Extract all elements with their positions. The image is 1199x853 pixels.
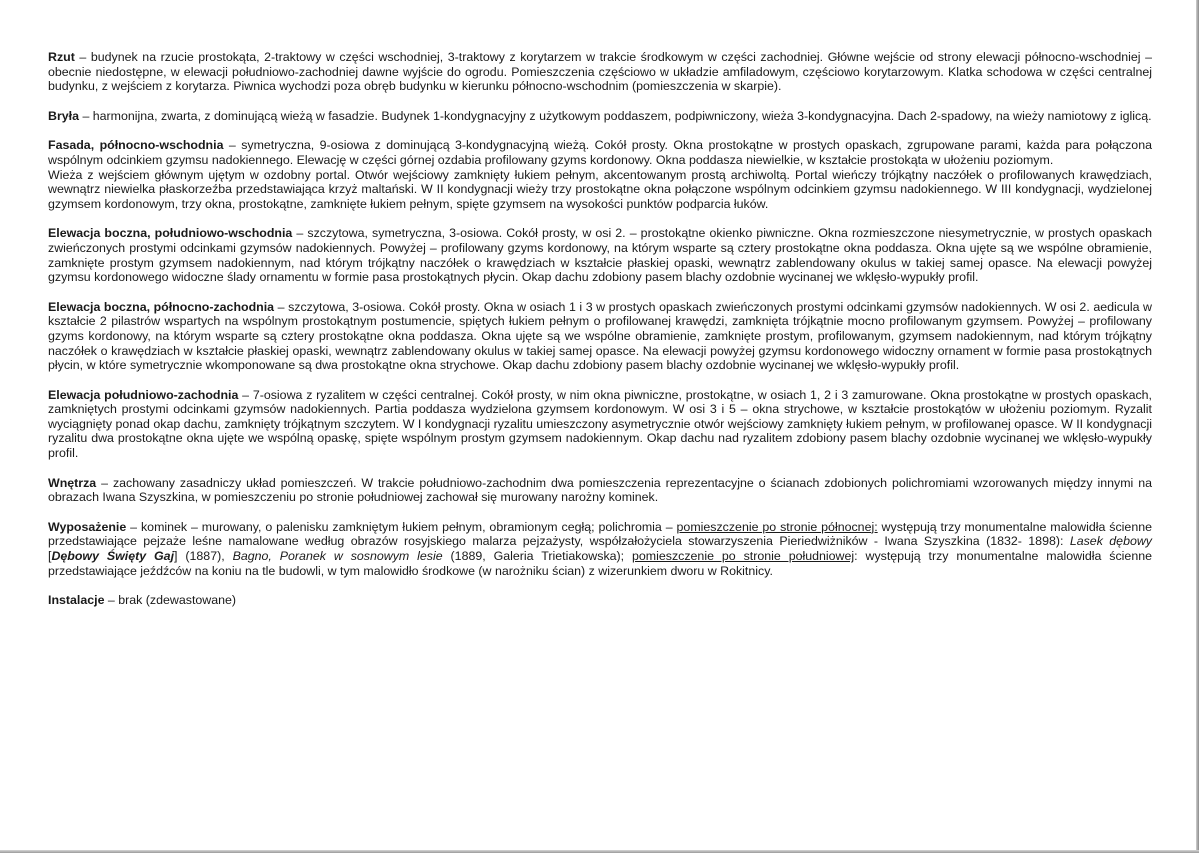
section-elewacja-pd-wsch [48, 226, 1152, 284]
text-wyposazenie-1: – kominek – murowany, o palenisku zamkniętym łukiem pełnym, obramionym cegłą; polichromia – [126, 519, 677, 534]
paragraph-instalacje [48, 593, 1152, 608]
paragraph-elewacja-pd-wsch [48, 226, 1152, 284]
text-elewacja-pd-zach: – 7-osiowa z ryzalitem w części centralnej. Cokół prosty, w nim okna piwniczne, prostokątne, w osiach 1, 2 i 3 zamurowane. Okna prostokątne w prostych opaskach, zamkniętych prostymi odcinkami gzymsów nadokiennych. Partia poddasza wydzielona gzymsem kordonowym. W osi 3 i 5 – okna strychowe, w kształcie prostokątów w ułożeniu poziomym. Ryzalit wyciągnięty ponad okap dachu, zamknięty trójkątnym szczytem. W I kondygnacji ryzalitu umieszczony asymetrycznie otwór wejściowy zamknięty łukiem pełnym, w profilowanej opasce. W II kondygnacji ryzalitu dwa prostokątne okna ujęte we wspólną opaskę, spięte wspólnym prostym gzymsem nadokiennym. Okap dachu nad ryzalitem zdobiony pasem blachy ozdobnie wycinanej we wklęsło-wypukły profil. [48, 387, 1152, 461]
text-bryla: – harmonijna, zwarta, z dominującą wieżą w fasadzie. Budynek 1-kondygnacyjny z użytkowym poddaszem, podpiwniczony, wieża 3-kondygnacyjna. Dach 2-spadowy, na wieży namiotowy z iglicą. [79, 108, 1152, 123]
text-wyposazenie-3: [ [48, 549, 52, 564]
paragraph-bryla [48, 109, 1152, 124]
text-rzut: – budynek na rzucie prostokąta, 2-traktowy w części wschodniej, 3-traktowy z korytarzem w trakcie środkowym w części zachodniej. Główne wejście od strony elewacji północno-wschodniej – obecnie niedostępne, w elewacji południowo-zachodniej dawne wyjście do ogrodu. Pomieszczenia częściowo w układzie amfiladowym, częściowo korytarzowym. Klatka schodowa w części centralnej budynku, z wejściem z korytarza. Piwnica wychodzi poza obręb budynku w kierunku północno-wschodnim (pomieszczenia w skarpie). [48, 50, 1152, 94]
section-elewacja-pn-zach [48, 300, 1152, 373]
heading-bryla: Bryła [48, 108, 79, 123]
paragraph-fasada [48, 138, 1152, 167]
heading-rzut: Rzut [48, 50, 75, 64]
paragraph-rzut [48, 50, 1152, 94]
heading-elewacja-pn-zach: Elewacja boczna, północno-zachodnia [48, 299, 275, 314]
section-instalacje [48, 593, 1152, 608]
underlined-room-north: pomieszczenie po stronie północnej: [676, 519, 878, 534]
section-elewacja-pd-zach [48, 388, 1152, 461]
painting-title-gaj: Dębowy Święty Gaj [51, 549, 175, 564]
heading-wnetrza: Wnętrza [48, 475, 97, 490]
painting-title-lasek: Lasek dębowy [1069, 534, 1153, 549]
text-wyposazenie-6: : występują trzy monumentalne malowidła ścienne przedstawiające jeźdźców na koniu na tle budowli, w tym malowidło środkowe (w narożniku ścian) z wizerunkiem dworu w Rokitnicy. [48, 549, 1152, 578]
text-wnetrza: – zachowany zasadniczy układ pomieszczeń. W trakcie południowo-zachodnim dwa pomieszczenia reprezentacyjne o ścianach zdobionych polichromiami wzorowanych między innymi na obrazach Iwana Szyszkina, w pomieszczeniu po stronie południowej zachował się murowany narożny kominek. [48, 475, 1152, 505]
text-elewacja-pd-wsch: – szczytowa, symetryczna, 3-osiowa. Cokół prosty, w osi 2. – prostokątne okienko piwniczne. Okna rozmieszczone niesymetrycznie, w prostych opaskach zwieńczonych prostymi odcinkami gzymsów nadokiennych. Powyżej – profilowany gzyms kordonowy, na którym wsparte są cztery prostokątne okna poddasza. Okna ujęte są we wspólne obramienie, zamknięte prostym gzymsem nadokiennym, nad którym trójkątny naczółek o krawędziach w kształcie płaskiej opaski, wewnątrz zablendowany okulus w takiej samej opasce. Na elewacji powyżej gzymsu kordonowego widoczne ślady ornamentu w formie pasa prostokątnych płycin. Okap dachu zdobiony pasem blachy ozdobnie wycinanej we wklęsło-wypukły profil. [48, 226, 1152, 285]
section-wyposazenie [48, 520, 1152, 578]
text-wyposazenie-2: występują trzy monumentalne malowidła ścienne przedstawiające pejzaże leśne namalowane według obrazów rosyjskiego malarza pejzażysty, współzałożyciela stowarzyszenia Pieriedwiżników - Iwana Szyszkina (1832- 1898): [48, 519, 1152, 549]
section-fasada [48, 138, 1152, 211]
heading-elewacja-pd-wsch: Elewacja boczna, południowo-wschodnia [48, 226, 293, 241]
heading-instalacje: Instalacje [48, 593, 105, 608]
text-wyposazenie-5: (1889, Galeria Trietiakowska); [442, 549, 633, 564]
paragraph-elewacja-pd-zach [48, 388, 1152, 461]
document-page [48, 50, 1152, 623]
heading-wyposazenie: Wyposażenie [48, 519, 127, 534]
text-instalacje: – brak (zdewastowane) [104, 593, 237, 608]
heading-fasada: Fasada, północno-wschodnia [48, 138, 224, 153]
paragraph-wnetrza [48, 476, 1152, 505]
heading-elewacja-pd-zach: Elewacja południowo-zachodnia [48, 387, 239, 402]
underlined-room-south: pomieszczenie po stronie południowej [632, 549, 855, 564]
paragraph-fasada-wieza: Wieża z wejściem głównym ujętym w ozdobny portal. Otwór wejściowy zamknięty łukiem pełnym, akcentowanym prostą archiwoltą. Portal wieńczy trójkątny naczółek o profilowanych krawędziach, wewnątrz niewielka płaskorzeźba przedstawiająca krzyż maltański. W II kondygnacji wieży trzy prostokątne okna połączone wspólnym odcinkiem gzymsu nadokiennego. W III kondygnacji, wydzielonej gzymsem kordonowym, trzy okna, prostokątne, zamknięte łukiem pełnym, spięte gzymsem na wysokości punktów podparcia łuków. [48, 167, 1152, 211]
paragraph-elewacja-pn-zach [48, 300, 1152, 373]
section-rzut [48, 50, 1152, 94]
text-fasada: – symetryczna, 9-osiowa z dominującą 3-kondygnacyjną wieżą. Cokół prosty. Okna prostokątne w prostych opaskach, zgrupowane parami, każda para połączona wspólnym odcinkiem gzymsu nadokiennego. Elewację w części górnej ozdabia profilowany gzyms kordonowy. Okna poddasza niewielkie, w kształcie prostokąta w ułożeniu poziomym. [48, 138, 1152, 167]
paragraph-wyposazenie [48, 520, 1152, 578]
painting-title-bagno: Bagno, Poranek w sosnowym lesie [232, 549, 443, 564]
text-elewacja-pn-zach: – szczytowa, 3-osiowa. Cokół prosty. Okna w osiach 1 i 3 w prostych opaskach zwieńczonych prostymi odcinkami gzymsów nadokiennych. W osi 2. aedicula w kształcie 2 pilastrów wspartych na wspólnym prostokątnym postumencie, spiętych łukiem pełnym o profilowanej krawędzi, zamknięta trójkątnie mocno profilowanym gzymsem. Powyżej – profilowany gzyms kordonowy, na którym wsparte są cztery prostokątne okna poddasza. Okna ujęte są we wspólne obramienie, zamknięte prostym, profilowanym, gzymsem nadokiennym, nad którym trójkątny naczółek o krawędziach w kształcie płaskiej opaski, wewnątrz zablendowany okulus w takiej samej opasce. Na elewacji powyżej gzymsu kordonowego widoczny ornament w formie pasa prostokątnych płycin, w które symetrycznie wkomponowane są dwa prostokątne okna strychowe. Okap dachu zdobiony pasem blachy ozdobnie wycinanej we wklęsło-wypukły profil. [48, 299, 1152, 373]
section-bryla [48, 109, 1152, 124]
section-wnetrza [48, 476, 1152, 505]
text-wyposazenie-4: ] (1887), [174, 549, 233, 564]
